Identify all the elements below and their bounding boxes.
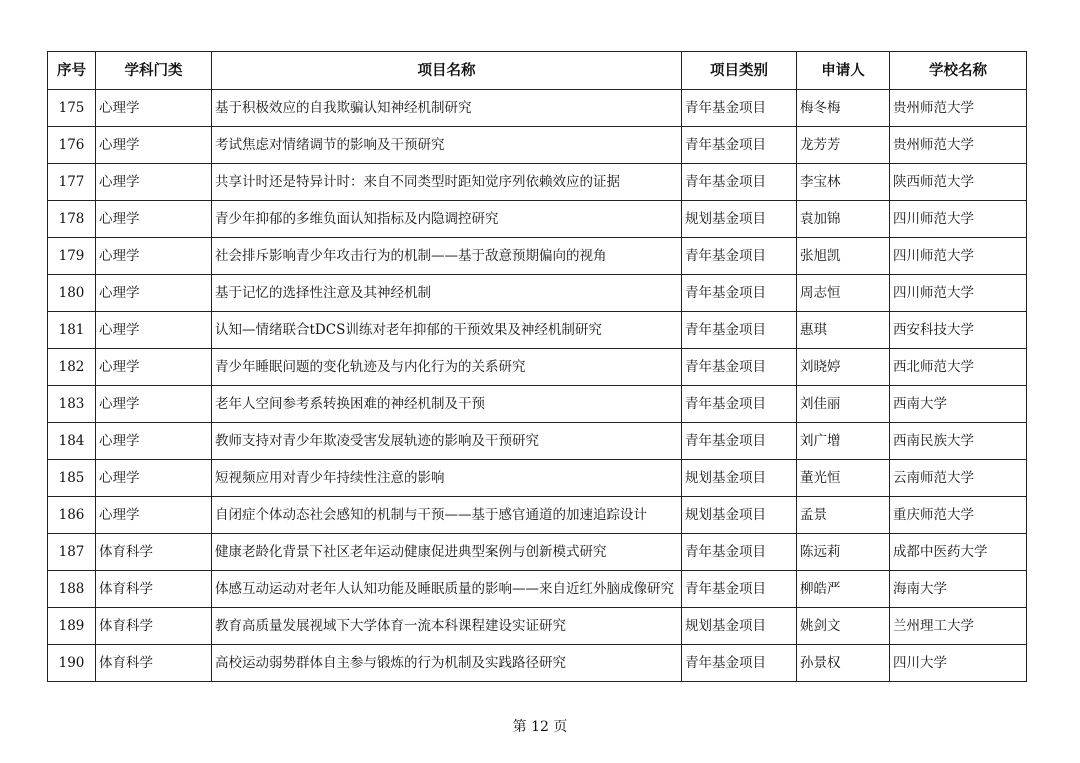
row-project-category: 青年基金项目 [682,349,797,386]
row-discipline: 心理学 [96,423,212,460]
row-applicant: 陈远莉 [797,534,890,571]
row-school: 成都中医药大学 [890,534,1027,571]
row-index: 176 [48,127,96,164]
row-project-name: 考试焦虑对情绪调节的影响及干预研究 [212,127,682,164]
row-school: 四川师范大学 [890,201,1027,238]
row-discipline: 心理学 [96,275,212,312]
row-applicant: 孟景 [797,497,890,534]
table-row [48,238,1027,275]
row-applicant: 孙景权 [797,645,890,682]
row-school: 西南民族大学 [890,423,1027,460]
table-row [48,349,1027,386]
header-project-category: 项目类别 [682,52,797,90]
row-index: 182 [48,349,96,386]
row-discipline: 心理学 [96,90,212,127]
row-index: 180 [48,275,96,312]
table-row [48,127,1027,164]
row-discipline: 体育科学 [96,571,212,608]
table-row [48,312,1027,349]
row-school: 云南师范大学 [890,460,1027,497]
table-row [48,275,1027,312]
row-project-name: 短视频应用对青少年持续性注意的影响 [212,460,682,497]
row-project-name: 基于积极效应的自我欺骗认知神经机制研究 [212,90,682,127]
header-row [48,52,1027,90]
row-school: 西安科技大学 [890,312,1027,349]
row-applicant: 李宝林 [797,164,890,201]
row-project-category: 青年基金项目 [682,90,797,127]
row-index: 185 [48,460,96,497]
header-applicant: 申请人 [797,52,890,90]
row-project-category: 青年基金项目 [682,423,797,460]
row-applicant: 刘佳丽 [797,386,890,423]
row-school: 四川师范大学 [890,275,1027,312]
row-school: 陕西师范大学 [890,164,1027,201]
row-applicant: 惠琪 [797,312,890,349]
row-applicant: 袁加锦 [797,201,890,238]
row-school: 重庆师范大学 [890,497,1027,534]
row-discipline: 心理学 [96,386,212,423]
row-applicant: 姚剑文 [797,608,890,645]
row-discipline: 心理学 [96,201,212,238]
row-school: 海南大学 [890,571,1027,608]
table-row [48,608,1027,645]
table-body [48,90,1027,682]
row-project-name: 青少年抑郁的多维负面认知指标及内隐调控研究 [212,201,682,238]
row-index: 189 [48,608,96,645]
row-applicant: 柳皓严 [797,571,890,608]
row-applicant: 梅冬梅 [797,90,890,127]
row-project-category: 规划基金项目 [682,201,797,238]
row-school: 西北师范大学 [890,349,1027,386]
row-project-name: 高校运动弱势群体自主参与锻炼的行为机制及实践路径研究 [212,645,682,682]
table-row [48,497,1027,534]
row-project-category: 青年基金项目 [682,127,797,164]
row-applicant: 周志恒 [797,275,890,312]
row-applicant: 董光恒 [797,460,890,497]
row-index: 177 [48,164,96,201]
row-applicant: 刘晓婷 [797,349,890,386]
header-project-name: 项目名称 [212,52,682,90]
header-index: 序号 [48,52,96,90]
row-project-category: 青年基金项目 [682,164,797,201]
row-index: 187 [48,534,96,571]
row-school: 兰州理工大学 [890,608,1027,645]
row-project-name: 教育高质量发展视域下大学体育一流本科课程建设实证研究 [212,608,682,645]
row-project-category: 规划基金项目 [682,497,797,534]
row-project-name: 自闭症个体动态社会感知的机制与干预——基于感官通道的加速追踪设计 [212,497,682,534]
row-project-name: 教师支持对青少年欺凌受害发展轨迹的影响及干预研究 [212,423,682,460]
row-index: 183 [48,386,96,423]
row-school: 四川师范大学 [890,238,1027,275]
row-project-name: 体感互动运动对老年人认知功能及睡眠质量的影响——来自近红外脑成像研究 [212,571,682,608]
row-discipline: 心理学 [96,349,212,386]
row-index: 188 [48,571,96,608]
row-project-category: 青年基金项目 [682,312,797,349]
row-discipline: 体育科学 [96,645,212,682]
row-project-category: 青年基金项目 [682,645,797,682]
row-index: 179 [48,238,96,275]
row-project-category: 青年基金项目 [682,534,797,571]
row-project-category: 规划基金项目 [682,460,797,497]
project-table [47,51,1027,682]
table-row [48,90,1027,127]
row-project-category: 青年基金项目 [682,275,797,312]
row-project-name: 共享计时还是特异计时：来自不同类型时距知觉序列依赖效应的证据 [212,164,682,201]
table-row [48,534,1027,571]
row-applicant: 龙芳芳 [797,127,890,164]
row-index: 186 [48,497,96,534]
row-index: 190 [48,645,96,682]
row-project-name: 认知—情绪联合tDCS训练对老年抑郁的干预效果及神经机制研究 [212,312,682,349]
row-index: 184 [48,423,96,460]
row-index: 181 [48,312,96,349]
table-row [48,386,1027,423]
row-school: 西南大学 [890,386,1027,423]
row-discipline: 体育科学 [96,608,212,645]
table-header [48,52,1027,90]
row-project-name: 基于记忆的选择性注意及其神经机制 [212,275,682,312]
row-applicant: 张旭凯 [797,238,890,275]
row-discipline: 心理学 [96,238,212,275]
row-index: 175 [48,90,96,127]
row-project-name: 社会排斥影响青少年攻击行为的机制——基于敌意预期偏向的视角 [212,238,682,275]
header-school: 学校名称 [890,52,1027,90]
row-school: 贵州师范大学 [890,90,1027,127]
row-index: 178 [48,201,96,238]
row-project-category: 青年基金项目 [682,571,797,608]
row-school: 贵州师范大学 [890,127,1027,164]
row-school: 四川大学 [890,645,1027,682]
row-discipline: 心理学 [96,460,212,497]
row-project-name: 健康老龄化背景下社区老年运动健康促进典型案例与创新模式研究 [212,534,682,571]
row-project-category: 青年基金项目 [682,238,797,275]
table-row [48,164,1027,201]
table-row [48,201,1027,238]
row-project-category: 青年基金项目 [682,386,797,423]
row-project-name: 老年人空间参考系转换困难的神经机制及干预 [212,386,682,423]
row-applicant: 刘广增 [797,423,890,460]
row-discipline: 心理学 [96,164,212,201]
table-row [48,645,1027,682]
row-project-name: 青少年睡眠问题的变化轨迹及与内化行为的关系研究 [212,349,682,386]
page-number: 第 12 页 [512,719,568,735]
header-discipline: 学科门类 [96,52,212,90]
row-project-category: 规划基金项目 [682,608,797,645]
row-discipline: 心理学 [96,127,212,164]
row-discipline: 心理学 [96,312,212,349]
row-discipline: 体育科学 [96,534,212,571]
table-row [48,571,1027,608]
table-row [48,423,1027,460]
row-discipline: 心理学 [96,497,212,534]
table-row [48,460,1027,497]
